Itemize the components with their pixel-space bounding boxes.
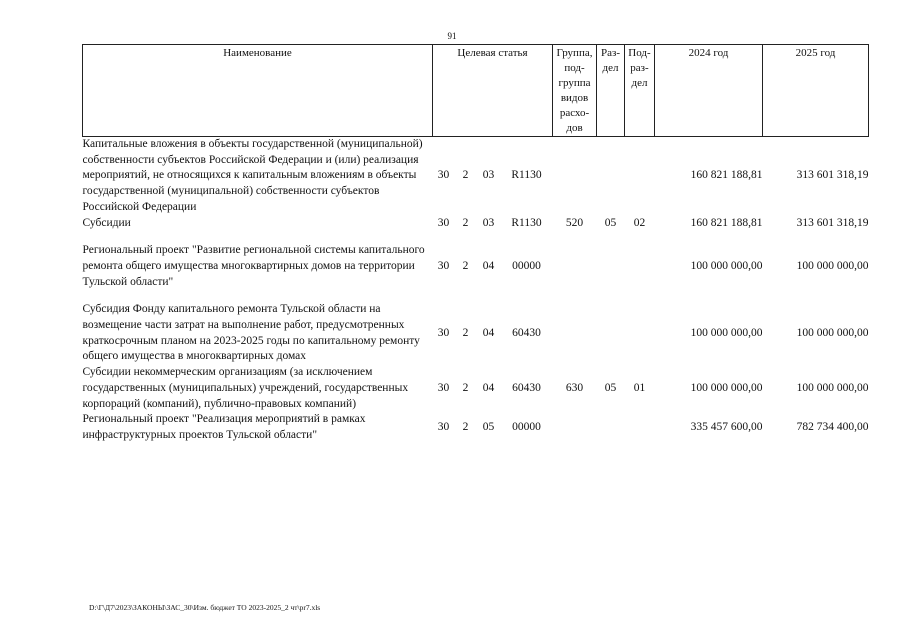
table-row [83, 243, 869, 290]
target-part-3: 04 [482, 381, 495, 394]
target-part-1: 30 [437, 381, 450, 394]
row-name: Субсидии некоммерческим организациям (за исключением государственных (муниципальных) учреждений, государственных корпораций (компаний), публично-правовых компаний) [82, 366, 409, 410]
target-part-1: 30 [437, 326, 450, 339]
target-part-1: 30 [437, 421, 450, 434]
target-part-4: 60430 [512, 326, 541, 339]
target-part-2: 2 [462, 216, 469, 229]
target-part-3: 04 [482, 259, 495, 272]
row-name: Региональный проект "Развитие региональной системы капитального ремонта общего имущества многоквартирных домов на территории Тульской области" [82, 244, 425, 288]
page-number: 91 [447, 31, 457, 41]
target-part-4: R1130 [511, 216, 542, 229]
group-code: 520 [565, 216, 584, 229]
target-part-2: 2 [462, 326, 469, 339]
group-code [553, 243, 597, 290]
amount-2024: 100 000 000,00 [690, 381, 763, 394]
group-code [553, 137, 597, 216]
amount-2025: 100 000 000,00 [796, 259, 869, 272]
row-spacer [83, 290, 869, 302]
target-part-2: 2 [462, 421, 469, 434]
amount-2024: 100 000 000,00 [690, 326, 763, 339]
subsection-code [625, 412, 655, 443]
target-part-2: 2 [462, 381, 469, 394]
target-part-2: 2 [462, 169, 469, 182]
target-part-1: 30 [437, 259, 450, 272]
amount-2025: 100 000 000,00 [796, 381, 869, 394]
target-part-3: 05 [482, 421, 495, 434]
target-part-3: 03 [482, 169, 495, 182]
target-part-1: 30 [437, 216, 450, 229]
header-name: Наименование [83, 45, 433, 137]
section-code [597, 412, 625, 443]
header-subsection: Под- раз- дел [625, 45, 655, 137]
table-row [83, 365, 869, 412]
header-group: Группа, под- группа видов расхо- дов [553, 45, 597, 137]
amount-2024: 160 821 188,81 [690, 169, 763, 182]
row-name: Капитальные вложения в объекты государственной (муниципальной) собственности субъектов Российской Федерации и (или) реализация мероприятий, не относящихся к капитальным вложениям в объекты государственной (муниципальной) собственности субъектов Российской Федерации [82, 138, 423, 213]
target-part-3: 03 [482, 216, 495, 229]
section-code: 05 [604, 381, 617, 394]
table-row [83, 216, 869, 232]
amount-2025: 100 000 000,00 [796, 326, 869, 339]
subsection-code: 02 [633, 216, 646, 229]
row-name: Субсидия Фонду капитального ремонта Тульской области на возмещение части затрат на выполнение работ, предусмотренных краткосрочным планом на 2023-2025 годы по капитальному ремонту общего имущества в многоквартирных домах [82, 303, 420, 363]
section-code [597, 137, 625, 216]
row-name: Субсидии [82, 216, 131, 229]
section-code: 05 [604, 216, 617, 229]
footer-file-path: D:\Г\Д7\2023\ЗАКОНЫ\ЗАС_30\Изм. бюджет ТО 2023-2025_2 чт\pr7.xls [89, 603, 321, 612]
section-code [597, 302, 625, 365]
subsection-code [625, 137, 655, 216]
budget-table [82, 44, 869, 444]
target-part-2: 2 [462, 259, 469, 272]
target-part-4: 00000 [512, 421, 541, 434]
header-year-2024: 2024 год [655, 45, 763, 137]
subsection-code: 01 [633, 381, 646, 394]
header-year-2025: 2025 год [763, 45, 869, 137]
row-spacer [83, 231, 869, 243]
header-section: Раз- дел [597, 45, 625, 137]
target-part-4: 00000 [512, 259, 541, 272]
group-code [553, 302, 597, 365]
amount-2025: 313 601 318,19 [796, 216, 869, 229]
section-code [597, 243, 625, 290]
amount-2024: 335 457 600,00 [690, 421, 763, 434]
group-code: 630 [565, 381, 584, 394]
table-row [83, 302, 869, 365]
target-part-4: 60430 [512, 381, 541, 394]
target-part-3: 04 [482, 326, 495, 339]
amount-2024: 160 821 188,81 [690, 216, 763, 229]
table-row [83, 137, 869, 216]
amount-2024: 100 000 000,00 [690, 259, 763, 272]
subsection-code [625, 243, 655, 290]
table-row [83, 412, 869, 443]
subsection-code [625, 302, 655, 365]
target-part-4: R1130 [511, 169, 542, 182]
header-target-item: Целевая статья [433, 45, 553, 137]
amount-2025: 782 734 400,00 [796, 421, 869, 434]
header-row [83, 45, 869, 137]
amount-2025: 313 601 318,19 [796, 169, 869, 182]
row-name: Региональный проект "Реализация мероприятий в рамках инфраструктурных проектов Тульской области" [82, 413, 366, 441]
group-code [553, 412, 597, 443]
target-part-1: 30 [437, 169, 450, 182]
